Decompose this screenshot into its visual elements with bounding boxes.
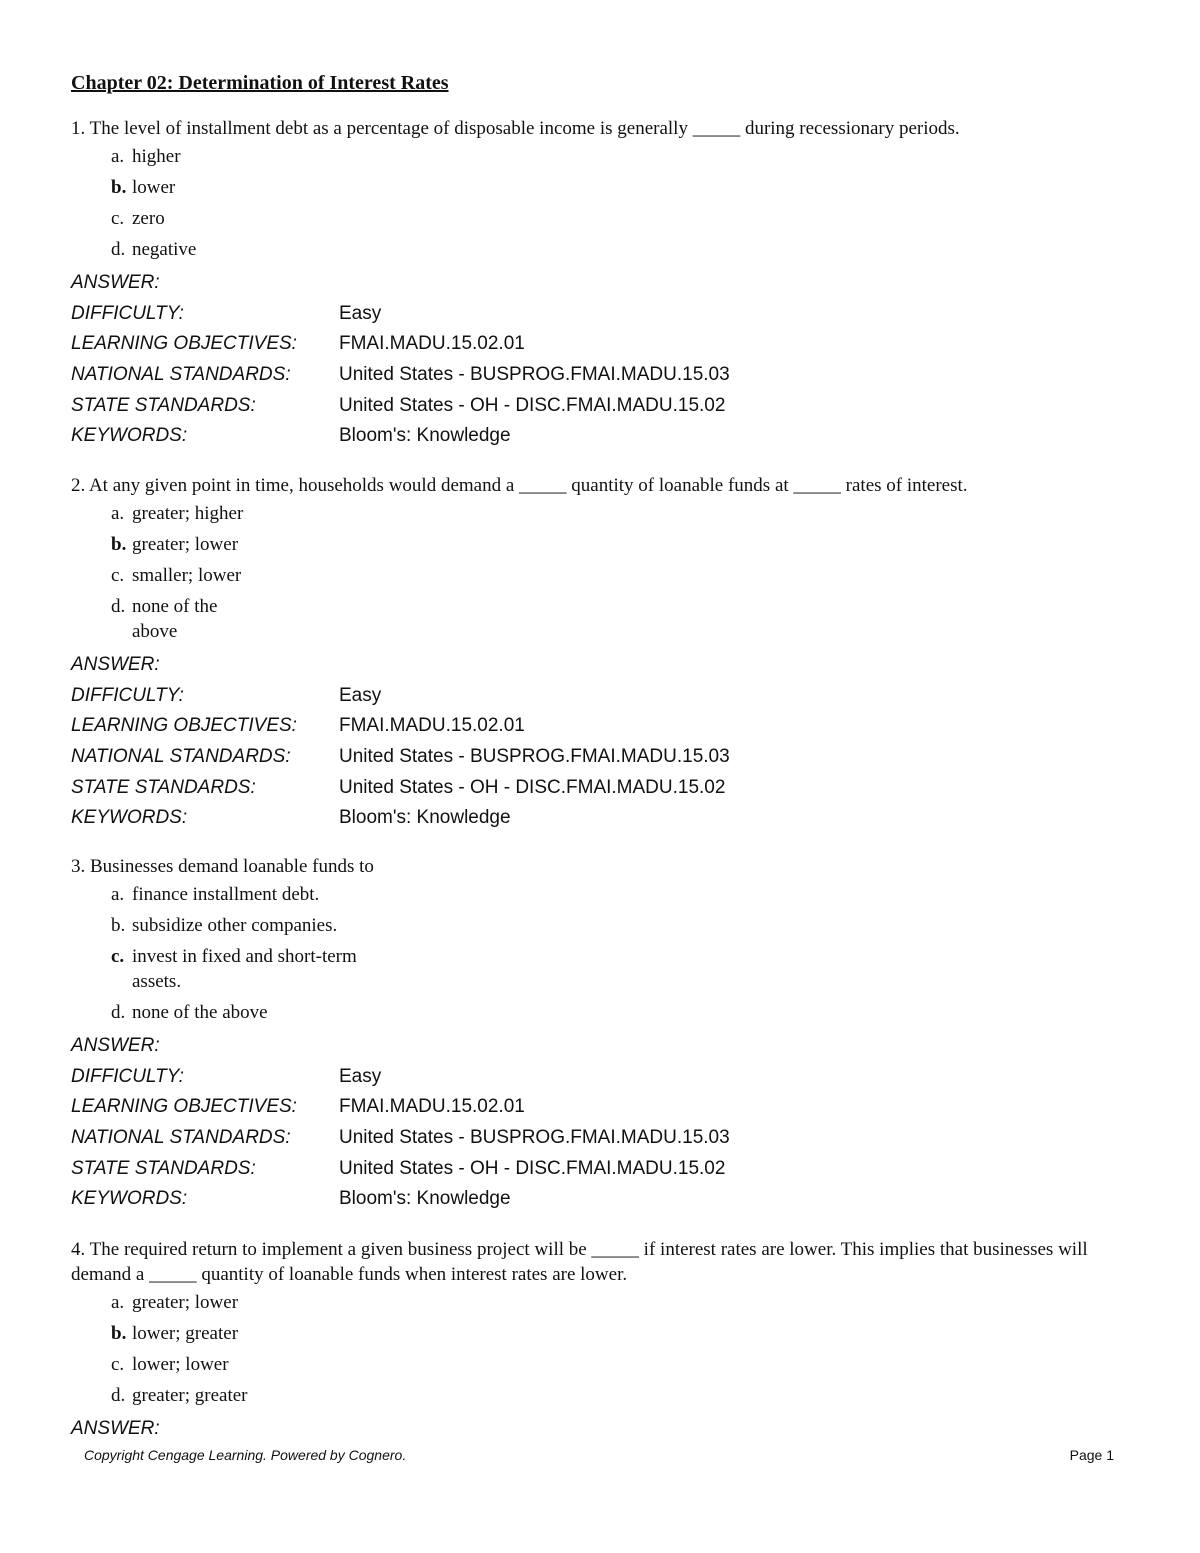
question-1 [71,116,1111,452]
option-letter: c. [111,1354,125,1375]
option-letter-correct: c. [111,946,125,967]
answer-label: ANSWER: [71,1035,160,1056]
keywords-row [71,1184,1111,1215]
option-letter: a. [111,503,125,524]
learning-objectives-value: FMAI.MADU.15.02.01 [339,333,525,355]
national-standards-value: United States - BUSPROG.FMAI.MADU.15.03 [339,746,730,768]
keywords-label: KEYWORDS: [71,807,188,829]
option-letter: a. [111,146,125,167]
option-text: lower; greater [132,1323,239,1344]
option-d [111,237,1111,262]
question-metadata [71,268,1111,452]
national-standards-value: United States - BUSPROG.FMAI.MADU.15.03 [339,1127,730,1149]
option-c [111,563,1111,588]
option-text: none of the above [132,596,218,642]
learning-objectives-label: LEARNING OBJECTIVES: [71,333,297,355]
answer-options [111,882,1111,1025]
difficulty-label: DIFFICULTY: [71,1065,184,1087]
question-metadata [71,1414,1111,1445]
option-c [111,206,1111,231]
question-stem: 2. At any given point in time, households would demand a _____ quantity of loanable funds at _____ rates of interest. [71,475,968,496]
option-text: greater; greater [132,1385,248,1406]
answer-label: ANSWER: [71,654,160,675]
state-standards-row [71,391,1111,422]
question-4 [71,1237,1111,1445]
option-a [111,501,1111,526]
national-standards-row [71,360,1111,391]
learning-objectives-label: LEARNING OBJECTIVES: [71,1096,297,1118]
option-text: invest in fixed and short-term assets. [132,946,357,992]
option-text: lower [132,177,176,198]
difficulty-row [71,1062,1111,1093]
state-standards-value: United States - OH - DISC.FMAI.MADU.15.02 [339,776,726,798]
footer-copyright: Copyright Cengage Learning. Powered by Cognero. [84,1447,407,1463]
state-standards-label: STATE STANDARDS: [71,394,256,416]
answer-row [71,1414,1111,1445]
answer-row [71,1031,1111,1062]
difficulty-row [71,299,1111,330]
question-metadata [71,1031,1111,1215]
option-letter: b. [111,915,126,936]
option-letter: d. [111,1002,126,1023]
option-letter: c. [111,208,125,229]
footer-page-number: Page 1 [1069,1447,1114,1463]
option-text: finance installment debt. [132,884,320,905]
difficulty-label: DIFFICULTY: [71,684,184,706]
difficulty-row [71,681,1111,712]
answer-row [71,650,1111,681]
answer-options [111,1290,1111,1408]
option-text: zero [132,208,165,229]
option-text: higher [132,146,181,167]
option-text: smaller; lower [132,565,242,586]
difficulty-value: Easy [339,1065,382,1087]
question-stem: 3. Businesses demand loanable funds to [71,856,374,877]
page-title: Chapter 02: Determination of Interest Rates [71,72,449,94]
learning-objectives-row [71,1092,1111,1123]
option-text: subsidize other companies. [132,915,338,936]
keywords-row [71,803,1111,834]
option-letter-correct: b. [111,534,127,555]
option-letter: d. [111,596,126,617]
option-letter: c. [111,565,125,586]
option-a [111,144,1111,169]
option-c [111,1352,1111,1377]
option-text: greater; lower [132,534,239,555]
option-letter: d. [111,1385,126,1406]
option-letter: a. [111,1292,125,1313]
question-3 [71,854,1111,1215]
option-d [111,1383,1111,1408]
option-b [111,913,1111,938]
learning-objectives-value: FMAI.MADU.15.02.01 [339,715,525,737]
keywords-label: KEYWORDS: [71,425,188,447]
learning-objectives-row [71,711,1111,742]
option-text: greater; lower [132,1292,239,1313]
national-standards-label: NATIONAL STANDARDS: [71,1127,291,1149]
answer-label: ANSWER: [71,1418,160,1439]
question-metadata [71,650,1111,834]
keywords-row [71,421,1111,452]
option-letter-correct: b. [111,177,127,198]
option-text: negative [132,239,197,260]
answer-label: ANSWER: [71,272,160,293]
national-standards-value: United States - BUSPROG.FMAI.MADU.15.03 [339,364,730,386]
option-text: lower; lower [132,1354,229,1375]
difficulty-label: DIFFICULTY: [71,302,184,324]
option-letter: a. [111,884,125,905]
national-standards-row [71,742,1111,773]
national-standards-label: NATIONAL STANDARDS: [71,364,291,386]
answer-row [71,268,1111,299]
question-stem: 1. The level of installment debt as a percentage of disposable income is generally _____ during recessionary periods. [71,118,960,139]
option-text: greater; higher [132,503,244,524]
state-standards-value: United States - OH - DISC.FMAI.MADU.15.02 [339,394,726,416]
keywords-label: KEYWORDS: [71,1188,188,1210]
state-standards-row [71,1154,1111,1185]
keywords-value: Bloom's: Knowledge [339,1188,511,1210]
option-c [111,944,1111,994]
difficulty-value: Easy [339,684,382,706]
option-letter: d. [111,239,126,260]
keywords-value: Bloom's: Knowledge [339,807,511,829]
difficulty-value: Easy [339,302,382,324]
option-d [111,1000,1111,1025]
question-2 [71,473,1111,834]
option-letter-correct: b. [111,1323,127,1344]
national-standards-row [71,1123,1111,1154]
option-a [111,882,1111,907]
option-text: none of the above [132,1002,268,1023]
option-b [111,175,1111,200]
answer-options [111,501,1111,644]
option-a [111,1290,1111,1315]
state-standards-label: STATE STANDARDS: [71,1157,256,1179]
keywords-value: Bloom's: Knowledge [339,425,511,447]
national-standards-label: NATIONAL STANDARDS: [71,746,291,768]
learning-objectives-value: FMAI.MADU.15.02.01 [339,1096,525,1118]
option-d [111,594,1111,644]
state-standards-row [71,773,1111,804]
option-b [111,1321,1111,1346]
question-stem: 4. The required return to implement a given business project will be _____ if interest rates are lower. This implies that businesses will demand a _____ quantity of loanable funds when interest rates are lower. [71,1239,1088,1285]
answer-options [111,144,1111,262]
learning-objectives-label: LEARNING OBJECTIVES: [71,715,297,737]
state-standards-value: United States - OH - DISC.FMAI.MADU.15.02 [339,1157,726,1179]
option-b [111,532,1111,557]
state-standards-label: STATE STANDARDS: [71,776,256,798]
learning-objectives-row [71,329,1111,360]
